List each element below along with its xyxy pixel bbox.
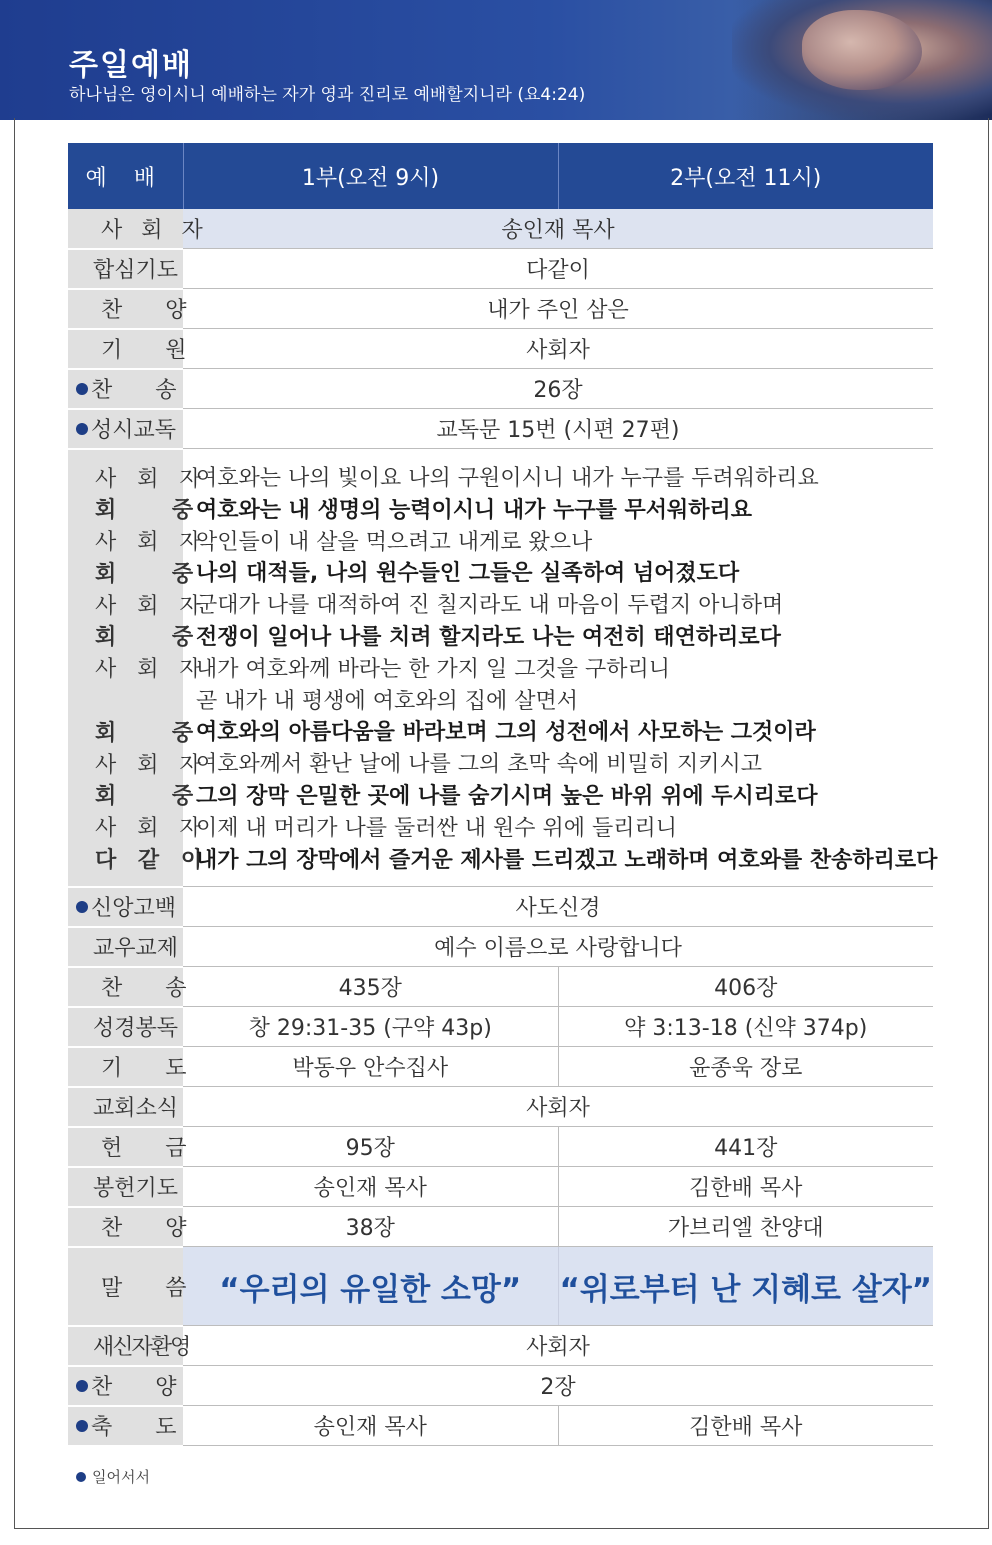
page-title: 주일예배 bbox=[69, 48, 193, 83]
standing-bullet-icon bbox=[76, 1472, 86, 1482]
row-value: 26장 bbox=[183, 369, 933, 409]
table-row bbox=[68, 209, 933, 249]
row-value-second: 441장 bbox=[558, 1127, 933, 1167]
reading-line: 전쟁이 일어나 나를 치려 할지라도 나는 여전히 태연하리로다 bbox=[196, 624, 781, 650]
row-label: 말 씀 bbox=[68, 1247, 183, 1326]
reading-line: 곧 내가 내 평생에 여호와의 집에 살면서 bbox=[196, 688, 578, 714]
row-value: 교독문 15번 (시편 27편) bbox=[183, 409, 933, 449]
row-label: 사 회 자 bbox=[68, 209, 183, 249]
reading-line: 여호와는 내 생명의 능력이시니 내가 누구를 무서워하리요 bbox=[196, 497, 753, 523]
header-label: 예 배 bbox=[68, 143, 183, 209]
sermon-row bbox=[68, 1247, 933, 1326]
reading-line: 군대가 나를 대적하여 진 칠지라도 내 마음이 두렵지 아니하며 bbox=[196, 593, 784, 619]
row-label: 교우교제 bbox=[68, 927, 183, 967]
row-value: 사회자 bbox=[183, 1087, 933, 1127]
reading-line: 나의 대적들, 나의 원수들인 그들은 실족하여 넘어졌도다 bbox=[196, 561, 740, 587]
row-label: 신앙고백 bbox=[68, 887, 183, 927]
standing-bullet-icon bbox=[76, 1420, 88, 1432]
reading-line: 내가 그의 장막에서 즐거운 제사를 드리겠고 노래하며 여호와를 찬송하리로다 bbox=[196, 847, 938, 873]
reading-line: 이제 내 머리가 나를 둘러싼 내 원수 위에 들리리니 bbox=[196, 815, 677, 841]
speaker-label: 회 중 bbox=[95, 784, 218, 810]
row-label: 찬 양 bbox=[68, 289, 183, 329]
row-value-first: 38장 bbox=[183, 1207, 558, 1247]
row-value-second: 약 3:13-18 (신약 374p) bbox=[558, 1007, 933, 1047]
standing-bullet-icon bbox=[76, 383, 88, 395]
praying-hands-shape bbox=[802, 10, 922, 90]
speaker-label: 사 회 자 bbox=[95, 593, 208, 619]
table-row bbox=[68, 1127, 933, 1167]
table-row bbox=[68, 289, 933, 329]
row-label: 기 도 bbox=[68, 1047, 183, 1087]
footnote-text: 일어서서 bbox=[92, 1468, 150, 1486]
row-value-second: 가브리엘 찬양대 bbox=[558, 1207, 933, 1247]
speaker-label: 회 중 bbox=[95, 625, 218, 651]
row-value-first: 창 29:31-35 (구약 43p) bbox=[183, 1007, 558, 1047]
table-row bbox=[68, 967, 933, 1007]
row-label: 찬 송 bbox=[68, 369, 183, 409]
row-label: 봉헌기도 bbox=[68, 1167, 183, 1207]
page-header bbox=[0, 0, 992, 120]
table-row bbox=[68, 1087, 933, 1127]
row-value-first: 송인재 목사 bbox=[183, 1406, 558, 1446]
row-value-second: 김한배 목사 bbox=[558, 1167, 933, 1207]
reading-line: 악인들이 내 살을 먹으려고 내게로 왔으나 bbox=[196, 529, 593, 555]
row-value: 사회자 bbox=[183, 1326, 933, 1366]
row-label: 성시교독 bbox=[68, 409, 183, 449]
row-value-first: 95장 bbox=[183, 1127, 558, 1167]
row-label: 찬 양 bbox=[68, 1207, 183, 1247]
reading-line: 여호와는 나의 빛이요 나의 구원이시니 내가 누구를 두려워하리요 bbox=[196, 466, 819, 491]
header-first-service: 1부(오전 9시) bbox=[183, 143, 558, 209]
row-label: 새신자환영 bbox=[68, 1326, 183, 1366]
table-row bbox=[68, 1167, 933, 1207]
row-value-first: 435장 bbox=[183, 967, 558, 1007]
standing-bullet-icon bbox=[76, 423, 88, 435]
standing-bullet-icon bbox=[76, 1380, 88, 1392]
speaker-label: 회 중 bbox=[95, 561, 218, 587]
row-label: 교회소식 bbox=[68, 1087, 183, 1127]
table-row bbox=[68, 249, 933, 289]
reading-line: 여호와께서 환난 날에 나를 그의 초막 속에 비밀히 지키시고 bbox=[196, 752, 762, 778]
standing-footnote bbox=[76, 1466, 150, 1487]
speaker-label: 사 회 자 bbox=[95, 530, 208, 556]
responsive-lines bbox=[183, 449, 938, 887]
row-label: 헌 금 bbox=[68, 1127, 183, 1167]
standing-bullet-icon bbox=[76, 901, 88, 913]
row-value: 송인재 목사 bbox=[183, 209, 933, 249]
speaker-label: 사 회 자 bbox=[95, 752, 208, 778]
speaker-label: 사 회 자 bbox=[95, 816, 208, 842]
row-label: 찬 송 bbox=[68, 967, 183, 1007]
table-row bbox=[68, 1007, 933, 1047]
table-row bbox=[68, 329, 933, 369]
table-row bbox=[68, 1406, 933, 1446]
row-label: 축 도 bbox=[68, 1406, 183, 1446]
row-value: 사회자 bbox=[183, 329, 933, 369]
table-header-row bbox=[68, 143, 933, 209]
table-row bbox=[68, 1047, 933, 1087]
row-value-first: 박동우 안수집사 bbox=[183, 1047, 558, 1087]
table-row bbox=[68, 887, 933, 927]
speaker-label: 회 중 bbox=[95, 498, 218, 524]
header-second-service: 2부(오전 11시) bbox=[558, 143, 933, 209]
row-value-second: 윤종욱 장로 bbox=[558, 1047, 933, 1087]
row-value: 내가 주인 삼은 bbox=[183, 289, 933, 329]
speaker-label: 사 회 자 bbox=[95, 657, 208, 683]
responsive-speakers bbox=[68, 449, 218, 887]
table-row bbox=[68, 1207, 933, 1247]
speaker-label: 사 회 자 bbox=[95, 466, 208, 492]
worship-order-table bbox=[68, 143, 938, 1447]
sermon-title-second: “위로부터 난 지혜로 살자” bbox=[558, 1247, 933, 1326]
speaker-label bbox=[68, 686, 183, 718]
row-value: 2장 bbox=[183, 1366, 933, 1406]
table-row bbox=[68, 369, 933, 409]
row-value-second: 김한배 목사 bbox=[558, 1406, 933, 1446]
row-label: 합심기도 bbox=[68, 249, 183, 289]
table-row bbox=[68, 927, 933, 967]
reading-line: 그의 장막 은밀한 곳에 나를 숨기시며 높은 바위 위에 두시리로다 bbox=[196, 783, 818, 809]
row-value: 예수 이름으로 사랑합니다 bbox=[183, 927, 933, 967]
row-value-second: 406장 bbox=[558, 967, 933, 1007]
row-value-first: 송인재 목사 bbox=[183, 1167, 558, 1207]
sermon-title-first: “우리의 유일한 소망” bbox=[183, 1247, 558, 1326]
table-row bbox=[68, 1326, 933, 1366]
table-row bbox=[68, 1366, 933, 1406]
row-value: 사도신경 bbox=[183, 887, 933, 927]
row-label: 찬 양 bbox=[68, 1366, 183, 1406]
page-subtitle: 하나님은 영이시니 예배하는 자가 영과 진리로 예배할지니라 (요4:24) bbox=[69, 85, 586, 105]
speaker-label: 회 중 bbox=[95, 720, 218, 746]
reading-line: 내가 여호와께 바라는 한 가지 일 그것을 구하리니 bbox=[196, 656, 670, 682]
row-label: 성경봉독 bbox=[68, 1007, 183, 1047]
reading-line: 여호와의 아름다움을 바라보며 그의 성전에서 사모하는 그것이라 bbox=[196, 720, 816, 746]
speaker-label: 다 같 이 bbox=[95, 848, 210, 874]
responsive-reading-row bbox=[68, 449, 933, 887]
row-value: 다같이 bbox=[183, 249, 933, 289]
row-label: 기 원 bbox=[68, 329, 183, 369]
table-row bbox=[68, 409, 933, 449]
